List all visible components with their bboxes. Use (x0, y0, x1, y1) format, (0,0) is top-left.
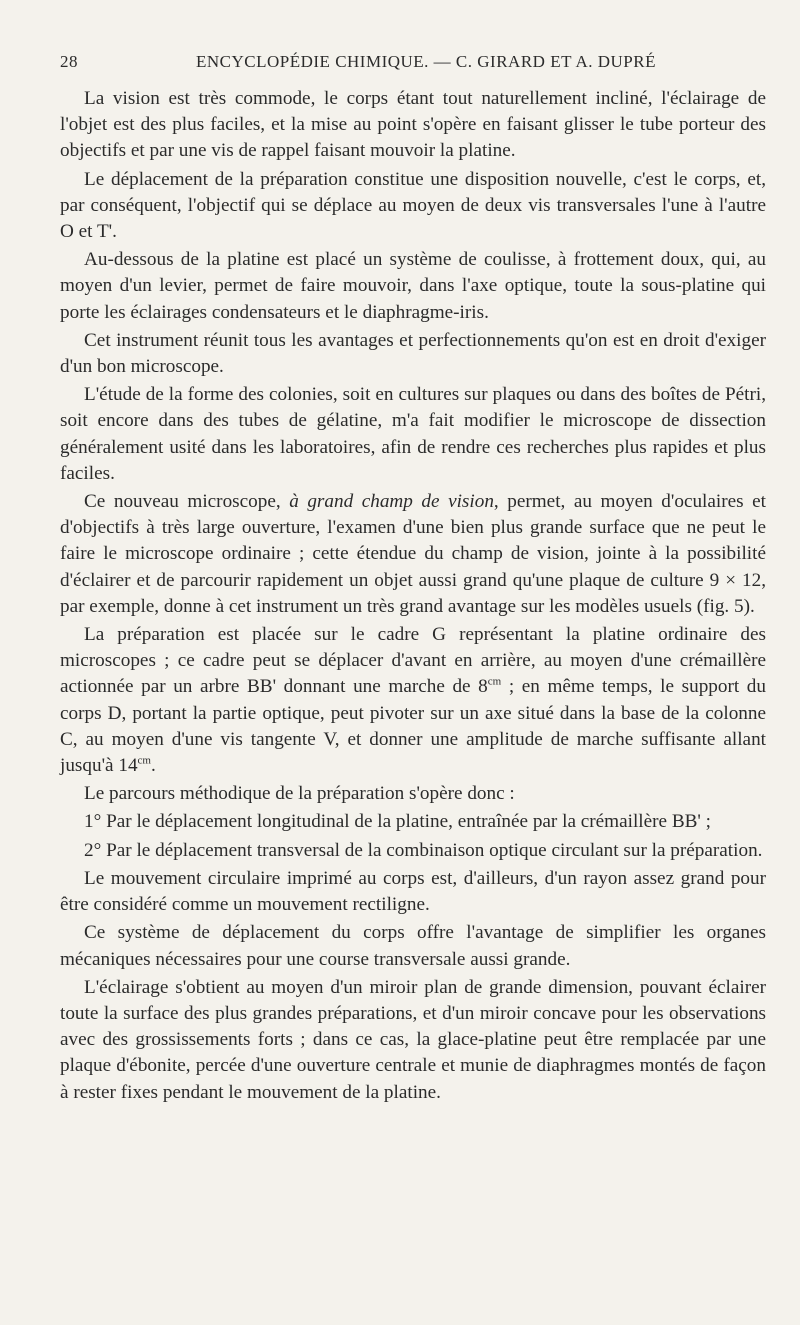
text-run: ; en même temps, le support du corps D, portant la partie optique, peut pivoter sur un axe situé dans la base de la colonne C, au moyen d'une vis tangente V, et donner une amplitude de marche suffisante allant jusqu'à 14 (60, 676, 766, 777)
text-run: La préparation est placée sur le cadre G représentant la platine ordinaire des microscopes ; ce cadre peut se déplacer d'avant en arrière, au moyen d'une crémaillère actionnée par un arbre BB' donnant une marche de 8 (60, 624, 766, 698)
list-item: 2° Par le déplacement transversal de la combinaison optique circulant sur la préparation. (84, 839, 763, 861)
paragraph: Le mouvement circulaire imprimé au corps est, d'ailleurs, d'un rayon assez grand pour être considéré comme un mouvement rectiligne. (60, 867, 766, 916)
paragraph: Au-dessous de la platine est placé un système de coulisse, à frottement doux, qui, au moyen d'un levier, permet de faire mouvoir, dans l'axe optique, toute la sous-platine qui porte les éclairages condensateurs et le diaphragme-iris. (60, 249, 766, 323)
text-run: , permet, au moyen d'oculaires et d'objectifs à très large ouverture, l'examen d'une bien plus grande surface que ne peut le faire le microscope ordinaire ; cette étendue du champ de vision, jointe à la possibilité d'éclairer et de parcourir rapidement un objet aussi grand qu'une plaque de culture 9 × 12, par exemple, donne à cet instrument un très grand avantage sur les modèles usuels (fig. 5). (60, 491, 766, 617)
paragraph: L'étude de la forme des colonies, soit en cultures sur plaques ou dans des boîtes de Pétri, soit encore dans des tubes de gélatine, m'a fait modifier le microscope de dissection généralement usité dans les laboratoires, afin de rendre ces recherches plus rapides et plus faciles. (60, 384, 766, 484)
text-run: . (151, 755, 156, 777)
running-title: ENCYCLOPÉDIE CHIMIQUE. — C. GIRARD ET A. DUPRÉ (196, 52, 656, 71)
paragraph: Cet instrument réunit tous les avantages et perfectionnements qu'on est en droit d'exiger d'un bon microscope. (60, 329, 766, 378)
unit-superscript: cm (487, 676, 502, 689)
body-text (60, 86, 766, 1106)
paragraph: Ce système de déplacement du corps offre l'avantage de simplifier les organes mécaniques nécessaires pour une course transversale aussi grande. (60, 922, 766, 970)
paragraph: Le parcours méthodique de la préparation s'opère donc : (84, 783, 515, 805)
paragraph (60, 489, 766, 620)
paragraph: La vision est très commode, le corps étant tout naturellement incliné, l'éclairage de l'objet est des plus faciles, et la mise au point s'opère en faisant glisser le tube porteur des objectifs et par une vis de rappel faisant mouvoir la platine. (60, 88, 766, 162)
italic-phrase: à grand champ de vision (289, 491, 494, 513)
page-number: 28 (60, 52, 78, 71)
unit-superscript: cm (137, 754, 151, 767)
text-run: Ce nouveau microscope, (84, 491, 290, 513)
list-item: 1° Par le déplacement longitudinal de la platine, entraînée par la crémaillère BB' ; (84, 811, 712, 833)
paragraph (60, 622, 766, 779)
paragraph: L'éclairage s'obtient au moyen d'un miroir plan de grande dimension, pouvant éclairer toute la surface des plus grandes préparations, et d'un miroir concave pour les observations avec des grossissements forts ; dans ce cas, la glace-platine peut être remplacée par une plaque d'ébonite, percée d'une ouverture centrale et munie de diaphragmes montés de façon à rester fixes pendant le mouvement de la platine. (60, 976, 766, 1103)
paragraph: Le déplacement de la préparation constitue une disposition nouvelle, c'est le corps, et, par conséquent, l'objectif qui se déplace au moyen de deux vis transversales l'une à l'autre O et T'. (60, 168, 766, 243)
